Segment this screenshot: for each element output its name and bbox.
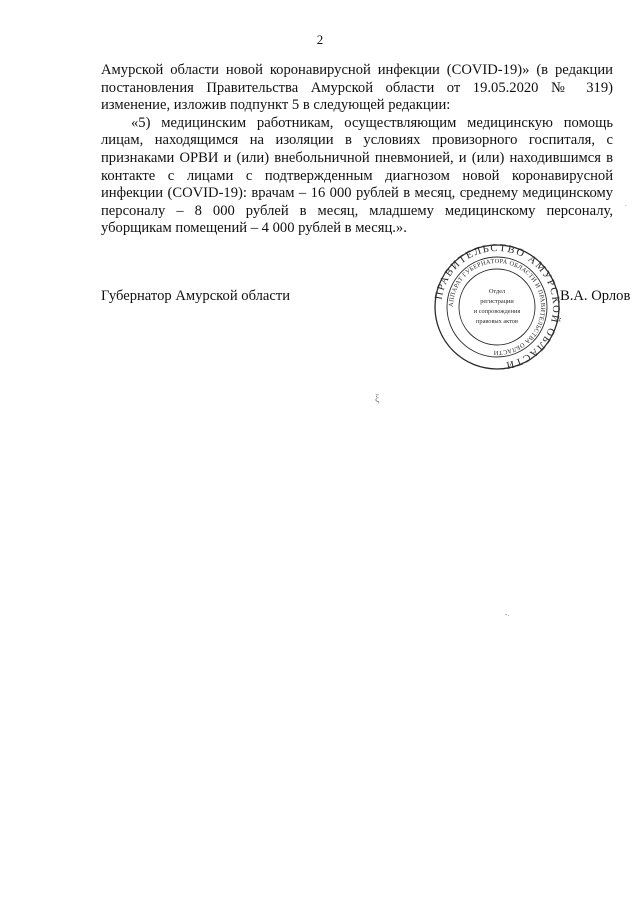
seal-outer-text: ПРАВИТЕЛЬСТВО АМУРСКОЙ ОБЛАСТИ (433, 243, 561, 371)
official-seal (433, 243, 561, 371)
signature-position: Губернатор Амурской области (101, 288, 291, 304)
page-number: 2 (316, 32, 324, 47)
ink-mark: . (625, 200, 627, 208)
seal-center-line: правовых актов (476, 318, 518, 325)
seal-center-line: регистрации (480, 298, 514, 305)
paragraph-1: Амурской области новой коронавирусной инфекции (COVID-19)» (в редакции постановления Правительства Амурской области от 19.05.2020 № 319) изменение, изложив подпункт 5 в следующей редакции: (101, 62, 613, 114)
seal-center-line: Отдел (488, 288, 506, 295)
ink-mark: -. (505, 610, 510, 618)
ink-mark: ξ (375, 394, 380, 405)
seal-inner-text: АППАРАТ ГУБЕРНАТОРА ОБЛАСТИ И ПРАВИТЕЛЬСТВА ОБЛАСТИ (447, 257, 547, 357)
document-body (101, 62, 613, 238)
signature-name: В.А. Орлов (560, 288, 631, 304)
paragraph-2: «5) медицинским работникам, осуществляющим медицинскую помощь лицам, находящимся на изоляции в условиях провизорного госпиталя, с признаками ОРВИ и (или) внебольничной пневмонией, и (или) находившимся в контакте с лицами с подтвержденным диагнозом новой коронавирусной инфекции (COVID-19): врачам – 16 000 рублей в месяц, среднему медицинскому персоналу – 8 000 рублей в месяц, младшему медицинскому персоналу, уборщикам помещений – 4 000 рублей в месяц.». (101, 114, 613, 237)
seal-center-line: и сопровождения (473, 308, 521, 315)
